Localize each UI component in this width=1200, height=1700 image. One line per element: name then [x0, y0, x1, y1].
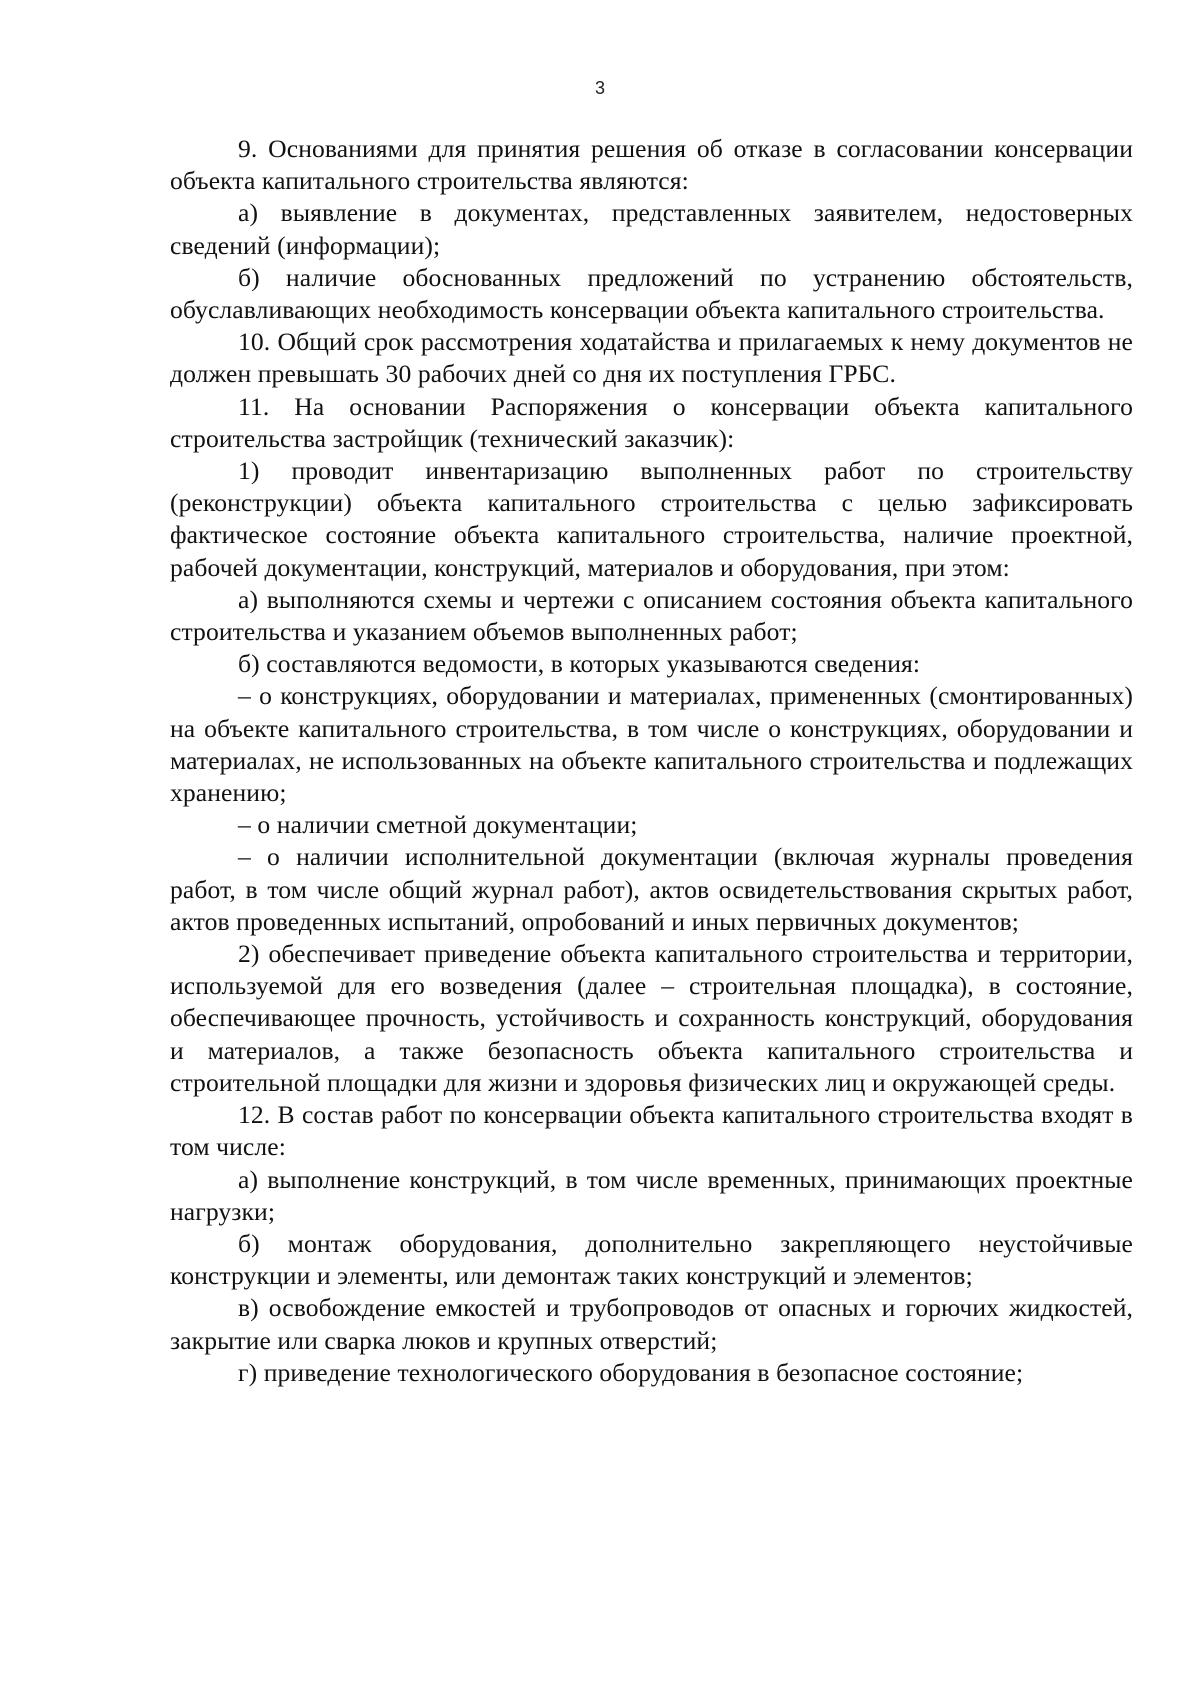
- document-body: [170, 133, 1133, 1389]
- paragraph-12v: в) освобождение емкостей и трубопроводов от опасных и горючих жидкостей, закрытие или сварка люков и крупных отверстий;: [170, 1293, 1133, 1355]
- paragraph-11-1b: б) составляются ведомости, в которых указываются сведения:: [238, 649, 921, 679]
- paragraph-9a: а) выявление в документах, представленных заявителем, недостоверных сведений (информации);: [170, 198, 1133, 260]
- page-number: 3: [594, 78, 605, 98]
- paragraph-11-2: 2) обеспечивает приведение объекта капитального строительства и территории, используемой для его возведения (далее – строительная площадка), в состояние, обеспечивающее прочность, устойчивость и сохранность конструкций, оборудования и материалов, а также безопасность объекта капитального строительства и строительной площадки для жизни и здоровья физических лиц и окружающей среды.: [170, 939, 1133, 1097]
- paragraph-9b: б) наличие обоснованных предложений по устранению обстоятельств, обуславливающих необходимость консервации объекта капитального строительства.: [170, 262, 1133, 325]
- list-item-estimate-docs: – о наличии сметной документации;: [238, 810, 638, 840]
- list-item-execution-docs: – о наличии исполнительной документации (включая журналы проведения работ, в том числе общий журнал работ), актов освидетельствования скрытых работ, актов проведенных испытаний, опробований и иных первичных документов;: [170, 842, 1133, 936]
- paragraph-11: 11. На основании Распоряжения о консервации объекта капитального строительства застройщик (технический заказчик):: [170, 391, 1133, 453]
- paragraph-10: 10. Общий срок рассмотрения ходатайства и прилагаемых к нему документов не должен превышать 30 рабочих дней со дня их поступления ГРБС.: [170, 327, 1133, 389]
- paragraph-11-1a: а) выполняются схемы и чертежи с описанием состояния объекта капитального строительства и указанием объемов выполненных работ;: [170, 584, 1133, 647]
- list-item-constructions: – о конструкциях, оборудовании и материалах, примененных (смонтированных) на объекте капитального строительства, в том числе о конструкциях, оборудовании и материалах, не использованных на объекте капитального строительства и подлежащих хранению;: [170, 681, 1133, 808]
- paragraph-9: 9. Основаниями для принятия решения об отказе в согласовании консервации объекта капитального строительства являются:: [170, 134, 1133, 196]
- paragraph-12a: а) выполнение конструкций, в том числе временных, принимающих проектные нагрузки;: [170, 1164, 1133, 1226]
- paragraph-12g: г) приведение технологического оборудования в безопасное состояние;: [238, 1357, 1024, 1387]
- paragraph-12b: б) монтаж оборудования, дополнительно закрепляющего неустойчивые конструкции и элементы, или демонтаж таких конструкций и элементов;: [170, 1228, 1133, 1291]
- paragraph-12: 12. В состав работ по консервации объекта капитального строительства входят в том числе:: [170, 1100, 1133, 1162]
- paragraph-11-1: 1) проводит инвентаризацию выполненных работ по строительству (реконструкции) объекта капитального строительства с целью зафиксировать фактическое состояние объекта капитального строительства, наличие проектной, рабочей документации, конструкций, материалов и оборудования, при этом:: [170, 456, 1133, 582]
